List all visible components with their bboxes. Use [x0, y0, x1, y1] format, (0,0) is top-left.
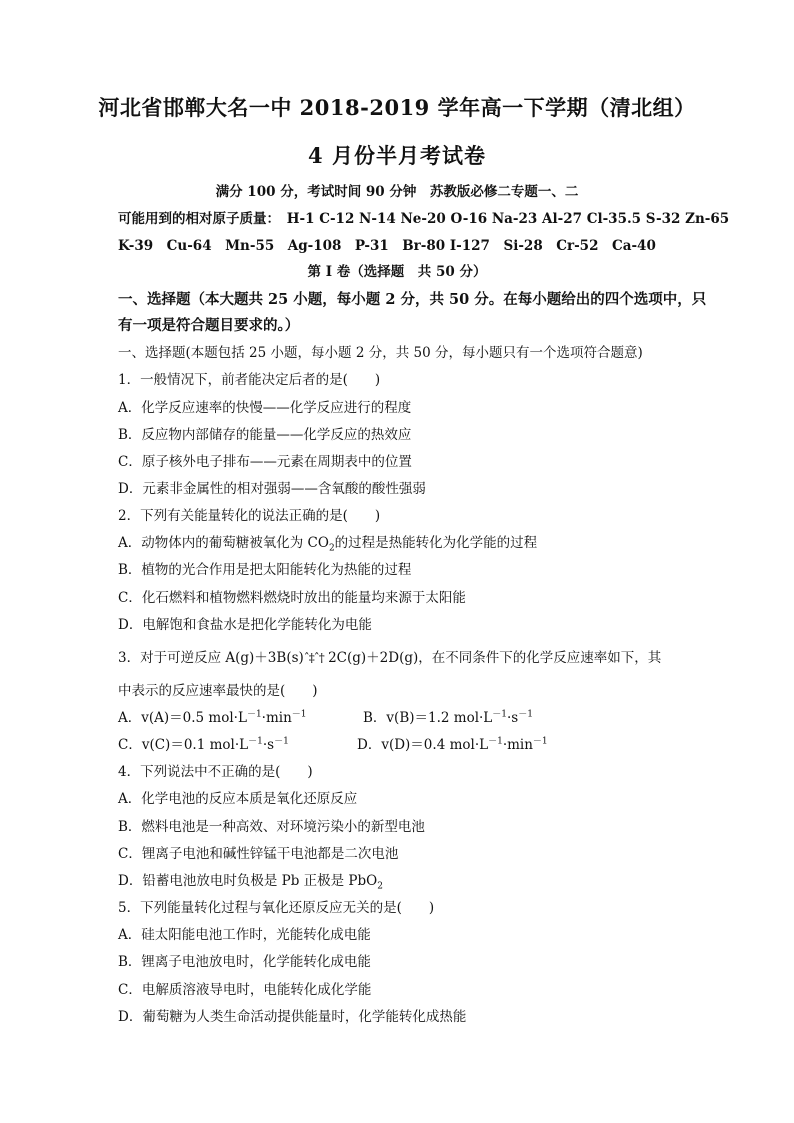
section-note: 一、选择题(本题包括 25 小题，每小题 2 分，共 50 分，每小题只有一个选项符合题意) — [118, 345, 643, 361]
reversible-arrow-icon: ˆ‡ˆ† — [303, 651, 324, 665]
q1-option-a: A．化学反应速率的快慢——化学反应进行的程度 — [118, 400, 412, 416]
q5-option-b: B．锂离子电池放电时，化学能转化成电能 — [118, 954, 371, 970]
q3-d-sup2: －1 — [532, 736, 548, 747]
q1-stem: 1．一般情况下，前者能决定后者的是( ) — [118, 372, 381, 388]
q3-stem — [118, 646, 661, 666]
q3-b-pre: B．v(B)＝1.2 mol·L — [363, 710, 493, 726]
q4-stem: 4．下列说法中不正确的是( ) — [118, 764, 313, 780]
q5-option-a: A．硅太阳能电池工作时，光能转化成电能 — [118, 927, 371, 943]
q3-b-sup2: －1 — [518, 709, 533, 720]
q1-option-b: B．反应物内部储存的能量——化学反应的热效应 — [118, 427, 412, 443]
section-heading-line1: 一、选择题（本大题共 25 小题，每小题 2 分，共 50 分。在每小题给出的四个选项中，只 — [118, 291, 707, 308]
volume-title: 第 I 卷（选择题 共 50 分） — [307, 264, 487, 280]
q3-option-a — [118, 706, 307, 726]
q3-c-mid: ·s — [262, 737, 275, 753]
q3-d-sup1: －1 — [488, 736, 503, 747]
q2-option-d: D．电解饱和食盐水是把化学能转化为电能 — [118, 617, 372, 633]
q2-a-post: 的过程是热能转化为化学能的过程 — [334, 535, 538, 551]
q3-a-sup1: －1 — [246, 709, 262, 720]
q3-a-sup2: －1 — [291, 709, 307, 720]
q2-a-sub: 2 — [328, 543, 335, 554]
q3-a-pre: A．v(A)＝0.5 mol·L — [118, 710, 247, 726]
q2-option-a — [118, 531, 537, 554]
q4-d-sub: 2 — [377, 881, 383, 892]
q1-option-c: C．原子核外电子排布——元素在周期表中的位置 — [118, 454, 412, 470]
q3-a-mid: ·min — [261, 710, 292, 726]
section-heading-line2: 有一项是符合题目要求的。） — [118, 317, 300, 334]
q4-option-c: C．锂离子电池和碱性锌锰干电池都是二次电池 — [118, 846, 399, 862]
q5-stem: 5．下列能量转化过程与氧化还原反应无关的是( ) — [118, 900, 435, 916]
q3-stem-line2: 中表示的反应速率最快的是( ) — [118, 683, 318, 699]
q3-option-c — [118, 733, 289, 753]
atomic-mass-line1: 可能用到的相对原子质量： H-1 C-12 N-14 Ne-20 O-16 Na-23 Al-27 Cl-35.5 S-32 Zn-65 — [118, 211, 730, 227]
q3-stem-post: 2C(g)＋2D(g)，在不同条件下的化学反应速率如下，其 — [328, 650, 662, 666]
q4-d-pre: D．铅蓄电池放电时负极是 Pb 正极是 PbO — [118, 873, 378, 889]
q3-c-pre: C．v(C)＝0.1 mol·L — [118, 737, 249, 753]
q1-option-d: D．元素非金属性的相对强弱——含氧酸的酸性强弱 — [118, 481, 426, 497]
q3-b-mid: ·s — [507, 710, 519, 726]
exam-title-line2: 4 月份半月考试卷 — [308, 143, 486, 168]
q3-d-pre: D．v(D)＝0.4 mol·L — [357, 737, 489, 753]
q4-option-b: B．燃料电池是一种高效、对环境污染小的新型电池 — [118, 819, 425, 835]
q4-option-a: A．化学电池的反应本质是氧化还原反应 — [118, 791, 358, 807]
q5-option-c: C．电解质溶液导电时，电能转化成化学能 — [118, 982, 372, 998]
q5-option-d: D．葡萄糖为人类生命活动提供能量时，化学能转化成热能 — [118, 1009, 467, 1025]
q3-option-b — [363, 706, 533, 726]
exam-title-line1: 河北省邯郸大名一中 2018-2019 学年高一下学期（清北组） — [98, 95, 696, 120]
q2-stem: 2．下列有关能量转化的说法正确的是( ) — [118, 508, 381, 524]
q3-stem-pre: 3．对于可逆反应 A(g)＋3B(s) — [118, 650, 304, 666]
score-time-info: 满分 100 分，考试时间 90 分钟 苏教版必修二专题一、二 — [215, 184, 579, 200]
q3-c-sup2: －1 — [274, 736, 289, 747]
q3-d-mid: ·min — [502, 737, 533, 753]
q3-option-d — [357, 733, 548, 753]
atomic-mass-line2: K-39 Cu-64 Mn-55 Ag-108 P-31 Br-80 I-127 Si-28 Cr-52 Ca-40 — [118, 238, 656, 254]
q4-option-d — [118, 869, 383, 892]
q3-b-sup1: －1 — [492, 709, 507, 720]
q2-a-pre: A．动物体内的葡萄糖被氧化为 CO — [118, 535, 329, 551]
q2-option-c: C．化石燃料和植物燃料燃烧时放出的能量均来源于太阳能 — [118, 590, 466, 606]
q2-option-b: B．植物的光合作用是把太阳能转化为热能的过程 — [118, 562, 412, 578]
q3-c-sup1: －1 — [248, 736, 263, 747]
